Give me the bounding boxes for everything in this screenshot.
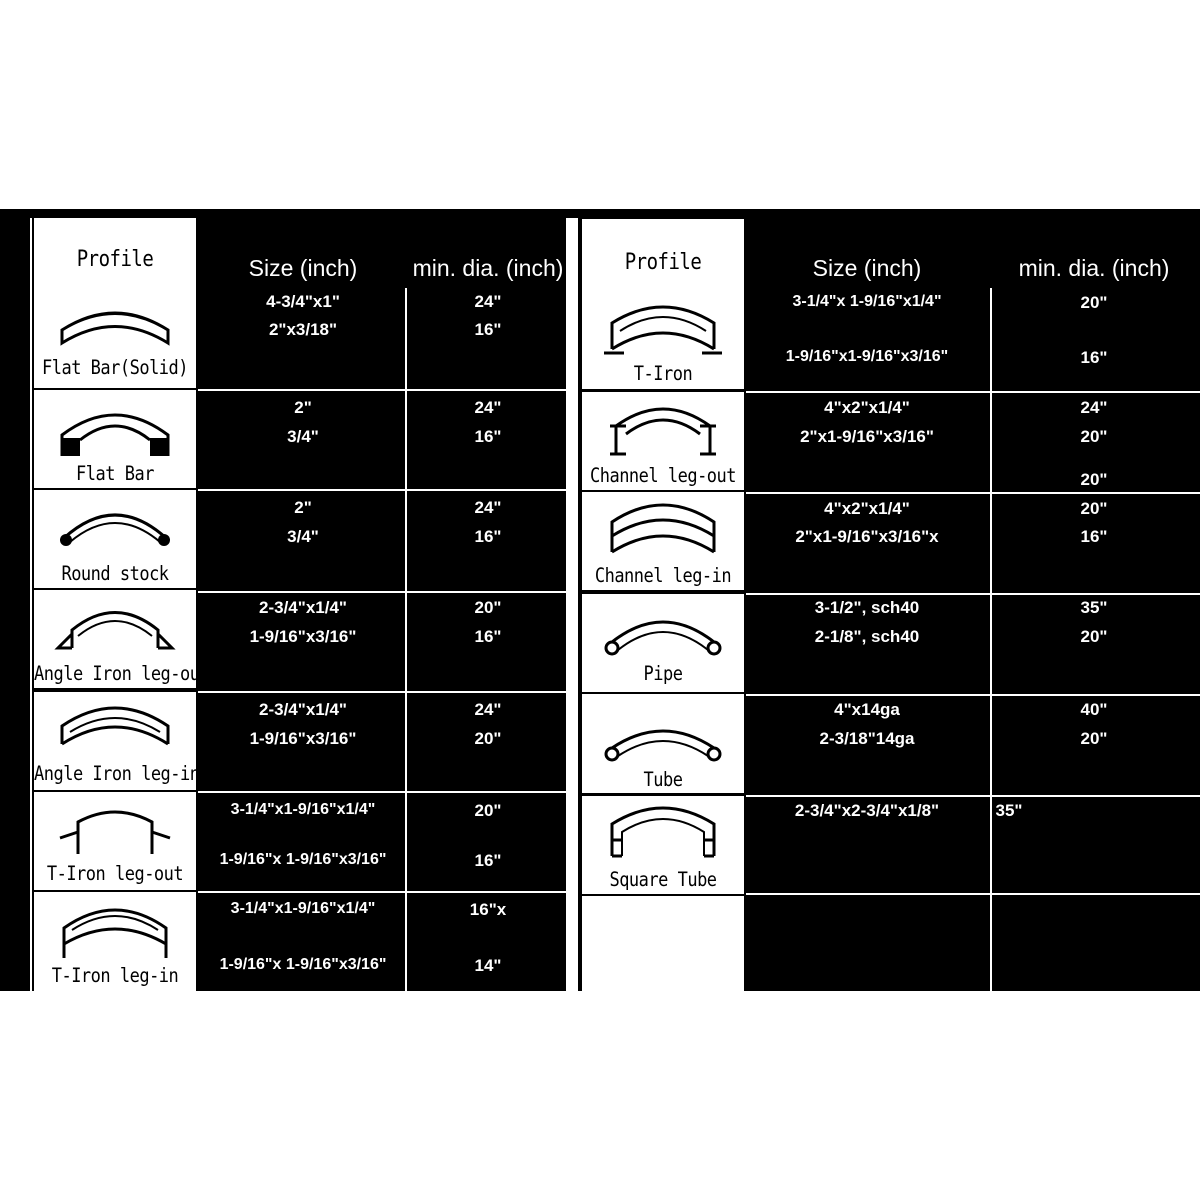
divider [746,593,1200,595]
dia-value: 20" [1080,470,1108,489]
dia-value: 16" [474,627,502,646]
divider [198,389,566,391]
table-gap [566,218,578,991]
divider [198,489,566,491]
dia-value: 20" [1080,293,1108,312]
profile-cell-pipe [582,594,744,692]
size-value: 2-3/18"14ga [819,729,915,748]
profile-header-label: Profile [624,249,702,275]
profile-label: Flat Bar(Solid) [41,356,189,380]
profile-label: Round stock [61,562,169,586]
size-value: 1-9/16"x 1-9/16"x3/16" [219,851,387,868]
divider [746,492,1200,494]
profile-label: T-Iron leg-in [51,964,179,988]
size-value: 2" [294,498,312,517]
profile-label: T-Iron leg-out [46,862,184,886]
size-header: Size (inch) [812,255,922,281]
dia-value: 20" [1080,427,1108,446]
profile-cell-channel-leg-in [582,492,744,590]
profile-header-label: Profile [76,246,154,272]
size-value: 1-9/16"x3/16" [249,627,357,646]
divider [746,694,1200,696]
profile-label: T-Iron [633,362,693,386]
dia-value: 16" [1080,527,1108,546]
profile-label: Channel leg-in [594,564,732,588]
size-value: 2"x1-9/16"x3/16"x [795,527,939,546]
profile-cell-flat-bar [34,390,196,488]
size-value: 3-1/2", sch40 [814,598,920,617]
dia-value: 35" [995,801,1023,820]
dia-value: 16" [474,851,502,870]
size-value: 4"x14ga [834,700,900,719]
profile-cell-angle-iron-leg-out [34,590,210,688]
size-value: 3-1/4"x1-9/16"x1/4" [230,900,376,917]
divider [198,791,566,793]
dia-value: 24" [474,398,502,417]
size-value: 2"x3/18" [268,320,338,339]
divider [746,391,1200,393]
profile-label: Tube [643,768,683,792]
divider [405,288,407,991]
dia-value: 20" [1080,499,1108,518]
divider [990,288,992,991]
profile-cell-t-iron-leg-out [34,792,196,890]
dia-value: 16" [474,527,502,546]
profile-cell-flat-bar-solid [34,288,196,388]
dia-value: 20" [474,801,502,820]
size-value: 4"x2"x1/4" [824,499,910,518]
profile-cell-empty [582,896,744,991]
dia-value: 20" [474,729,502,748]
dia-value: 16"x [469,900,507,919]
profile-cell-angle-iron-leg-in [34,692,200,790]
dia-value: 20" [1080,729,1108,748]
divider [198,591,566,593]
size-value: 2-3/4"x1/4" [259,598,347,617]
divider [198,691,566,693]
size-value: 1-9/16"x3/16" [249,729,357,748]
profile-header-cell [582,219,744,297]
size-value: 3/4" [287,427,319,446]
divider [30,218,32,991]
size-value: 2"x1-9/16"x3/16" [800,427,934,446]
profile-cell-tube [582,694,744,793]
min-dia-header: min. dia. (inch) [412,255,564,281]
dia-value: 24" [1080,398,1108,417]
size-value: 2-3/4"x1/4" [259,700,347,719]
profile-cell-t-iron-leg-in [34,892,196,991]
size-header: Size (inch) [248,255,358,281]
dia-value: 20" [1080,627,1108,646]
profile-cell-square-tube [582,796,744,894]
size-value: 1-9/16"x1-9/16"x3/16" [785,348,949,365]
size-value: 2-1/8", sch40 [814,627,920,646]
divider [746,893,1200,895]
dia-value: 24" [474,292,502,311]
dia-value: 16" [474,320,502,339]
size-value: 3-1/4"x 1-9/16"x1/4" [792,293,942,310]
size-value: 1-9/16"x 1-9/16"x3/16" [219,956,387,973]
profile-size-table-sheet [0,209,1200,991]
size-value: 4-3/4"x1" [266,292,340,311]
profile-cell-round-stock [34,490,196,588]
profile-label: Angle Iron leg-out [34,662,210,686]
dia-value: 16" [1080,348,1108,367]
divider [198,891,566,893]
dia-value: 14" [474,956,502,975]
profile-label: Angle Iron leg-in [34,762,200,786]
size-value: 3-1/4"x1-9/16"x1/4" [230,801,376,818]
profile-cell-channel-leg-out [582,392,744,490]
profile-header-cell [34,218,196,294]
divider [746,795,1200,797]
size-value: 2-3/4"x2-3/4"x1/8" [794,801,940,820]
dia-value: 24" [474,498,502,517]
dia-value: 16" [474,427,502,446]
profile-label: Pipe [643,662,683,686]
dia-value: 20" [474,598,502,617]
dia-value: 40" [1080,700,1108,719]
size-value: 2" [294,398,312,417]
profile-cell-t-iron [582,291,744,389]
dia-value: 35" [1080,598,1108,617]
profile-label: Square Tube [609,868,717,892]
size-value: 3/4" [287,527,319,546]
profile-label: Flat Bar [76,462,154,486]
profile-label: Channel leg-out [589,464,737,488]
min-dia-header: min. dia. (inch) [1018,255,1170,281]
dia-value: 24" [474,700,502,719]
size-value: 4"x2"x1/4" [824,398,910,417]
